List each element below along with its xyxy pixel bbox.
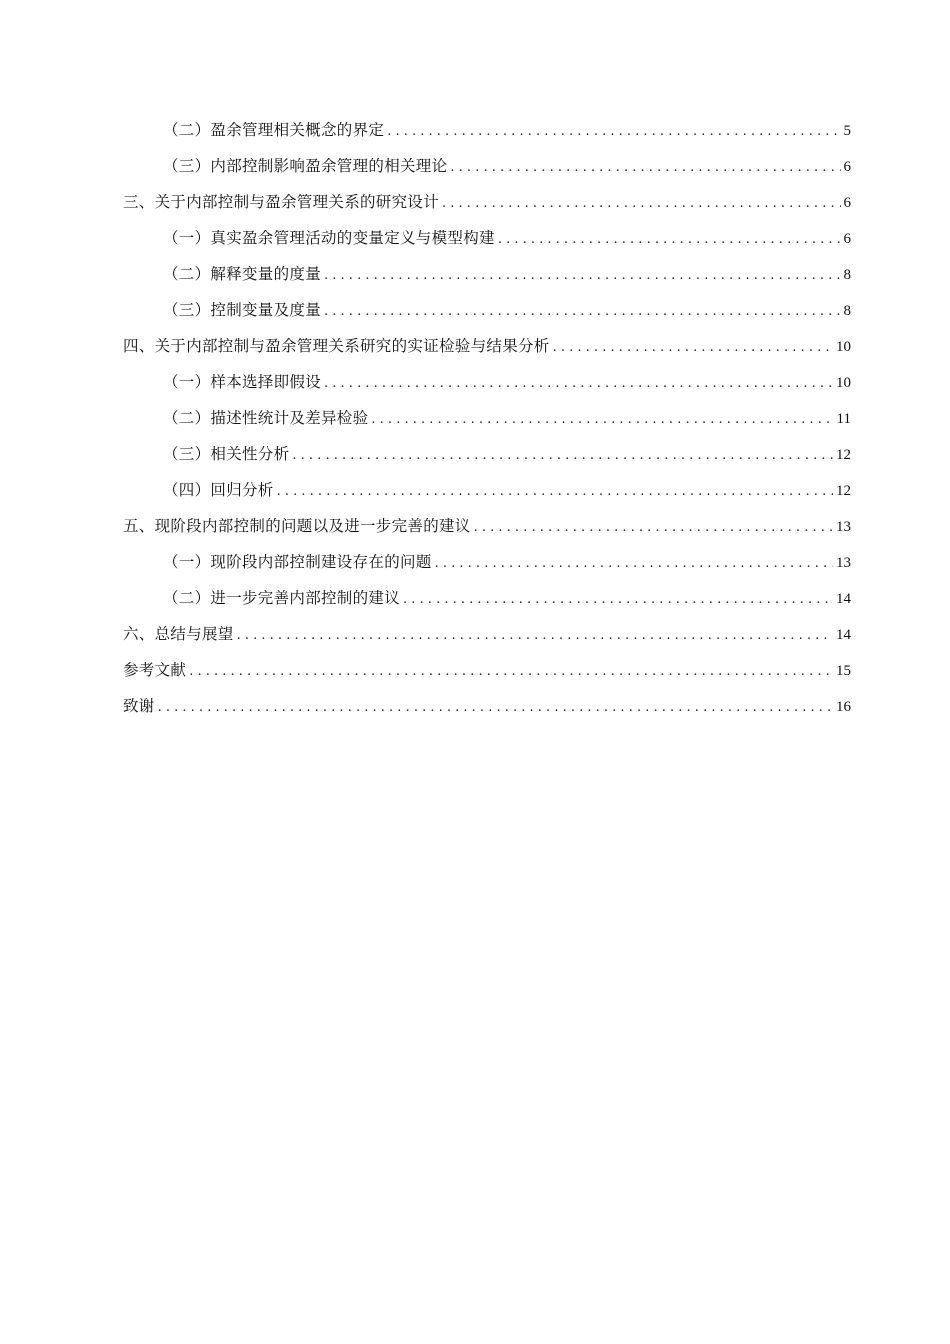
toc-page-number: 13 bbox=[836, 519, 851, 535]
toc-dot-leader bbox=[277, 474, 833, 510]
toc-page-number: 16 bbox=[836, 699, 851, 715]
toc-dot-leader bbox=[324, 366, 833, 402]
toc-dot-leader bbox=[435, 546, 833, 582]
toc-page-number: 6 bbox=[843, 231, 851, 247]
toc-page-number: 8 bbox=[843, 267, 851, 283]
toc-entry[interactable] bbox=[123, 112, 851, 148]
toc-entry[interactable] bbox=[123, 364, 851, 400]
toc-entry-title: 五、现阶段内部控制的问题以及进一步完善的建议 bbox=[123, 517, 471, 535]
toc-entry-title: 参考文献 bbox=[123, 661, 187, 679]
toc-entry-title: （三）控制变量及度量 bbox=[163, 301, 322, 319]
toc-page-number: 8 bbox=[843, 303, 851, 319]
toc-entry[interactable] bbox=[123, 400, 851, 436]
toc-entry-title: （三）内部控制影响盈余管理的相关理论 bbox=[163, 157, 448, 175]
toc-entry-title: 三、关于内部控制与盈余管理关系的研究设计 bbox=[123, 193, 440, 211]
toc-page-number: 10 bbox=[836, 375, 851, 391]
toc-entry[interactable] bbox=[123, 580, 851, 616]
toc-page-number: 12 bbox=[836, 483, 851, 499]
toc-entry-title: （四）回归分析 bbox=[163, 481, 274, 499]
toc-entry-title: （一）现阶段内部控制建设存在的问题 bbox=[163, 553, 432, 571]
toc-dot-leader bbox=[371, 402, 833, 438]
toc-dot-leader bbox=[237, 618, 833, 654]
toc-entry[interactable] bbox=[123, 184, 851, 220]
toc-page-number: 11 bbox=[836, 411, 851, 427]
toc-entry-title: （三）相关性分析 bbox=[163, 445, 290, 463]
toc-page-number: 5 bbox=[843, 123, 851, 139]
toc-dot-leader bbox=[442, 186, 840, 222]
toc-entry-title: （二）盈余管理相关概念的界定 bbox=[163, 121, 385, 139]
toc-page-number: 13 bbox=[836, 555, 851, 571]
toc-page-number: 12 bbox=[836, 447, 851, 463]
table-of-contents bbox=[123, 112, 851, 724]
toc-entry[interactable] bbox=[123, 328, 851, 364]
toc-entry-title: 四、关于内部控制与盈余管理关系研究的实证检验与结果分析 bbox=[123, 337, 550, 355]
toc-dot-leader bbox=[474, 510, 833, 546]
toc-entry[interactable] bbox=[123, 652, 851, 688]
toc-entry-title: （二）解释变量的度量 bbox=[163, 265, 322, 283]
toc-entry-title: （二）进一步完善内部控制的建议 bbox=[163, 589, 401, 607]
toc-entry-title: 六、总结与展望 bbox=[123, 625, 234, 643]
toc-dot-leader bbox=[324, 258, 840, 294]
toc-entry[interactable] bbox=[123, 436, 851, 472]
toc-entry[interactable] bbox=[123, 220, 851, 256]
toc-page-number: 15 bbox=[836, 663, 851, 679]
toc-dot-leader bbox=[498, 222, 841, 258]
toc-entry[interactable] bbox=[123, 472, 851, 508]
toc-dot-leader bbox=[324, 294, 840, 330]
toc-dot-leader bbox=[158, 690, 833, 726]
toc-dot-leader bbox=[553, 330, 833, 366]
toc-page-number: 14 bbox=[836, 591, 851, 607]
toc-entry[interactable] bbox=[123, 148, 851, 184]
toc-entry-title: （一）真实盈余管理活动的变量定义与模型构建 bbox=[163, 229, 495, 247]
toc-entry[interactable] bbox=[123, 292, 851, 328]
toc-page-number: 6 bbox=[843, 159, 851, 175]
toc-page-number: 6 bbox=[843, 195, 851, 211]
toc-entry-title: （二）描述性统计及差异检验 bbox=[163, 409, 369, 427]
toc-entry[interactable] bbox=[123, 544, 851, 580]
toc-entry[interactable] bbox=[123, 508, 851, 544]
toc-dot-leader bbox=[403, 582, 833, 618]
toc-dot-leader bbox=[387, 114, 840, 150]
toc-entry-title: 致谢 bbox=[123, 697, 155, 715]
toc-page-number: 10 bbox=[836, 339, 851, 355]
toc-entry[interactable] bbox=[123, 688, 851, 724]
toc-page-number: 14 bbox=[836, 627, 851, 643]
toc-dot-leader bbox=[189, 654, 833, 690]
toc-dot-leader bbox=[292, 438, 833, 474]
toc-entry-title: （一）样本选择即假设 bbox=[163, 373, 322, 391]
toc-entry[interactable] bbox=[123, 616, 851, 652]
toc-entry[interactable] bbox=[123, 256, 851, 292]
toc-dot-leader bbox=[450, 150, 840, 186]
